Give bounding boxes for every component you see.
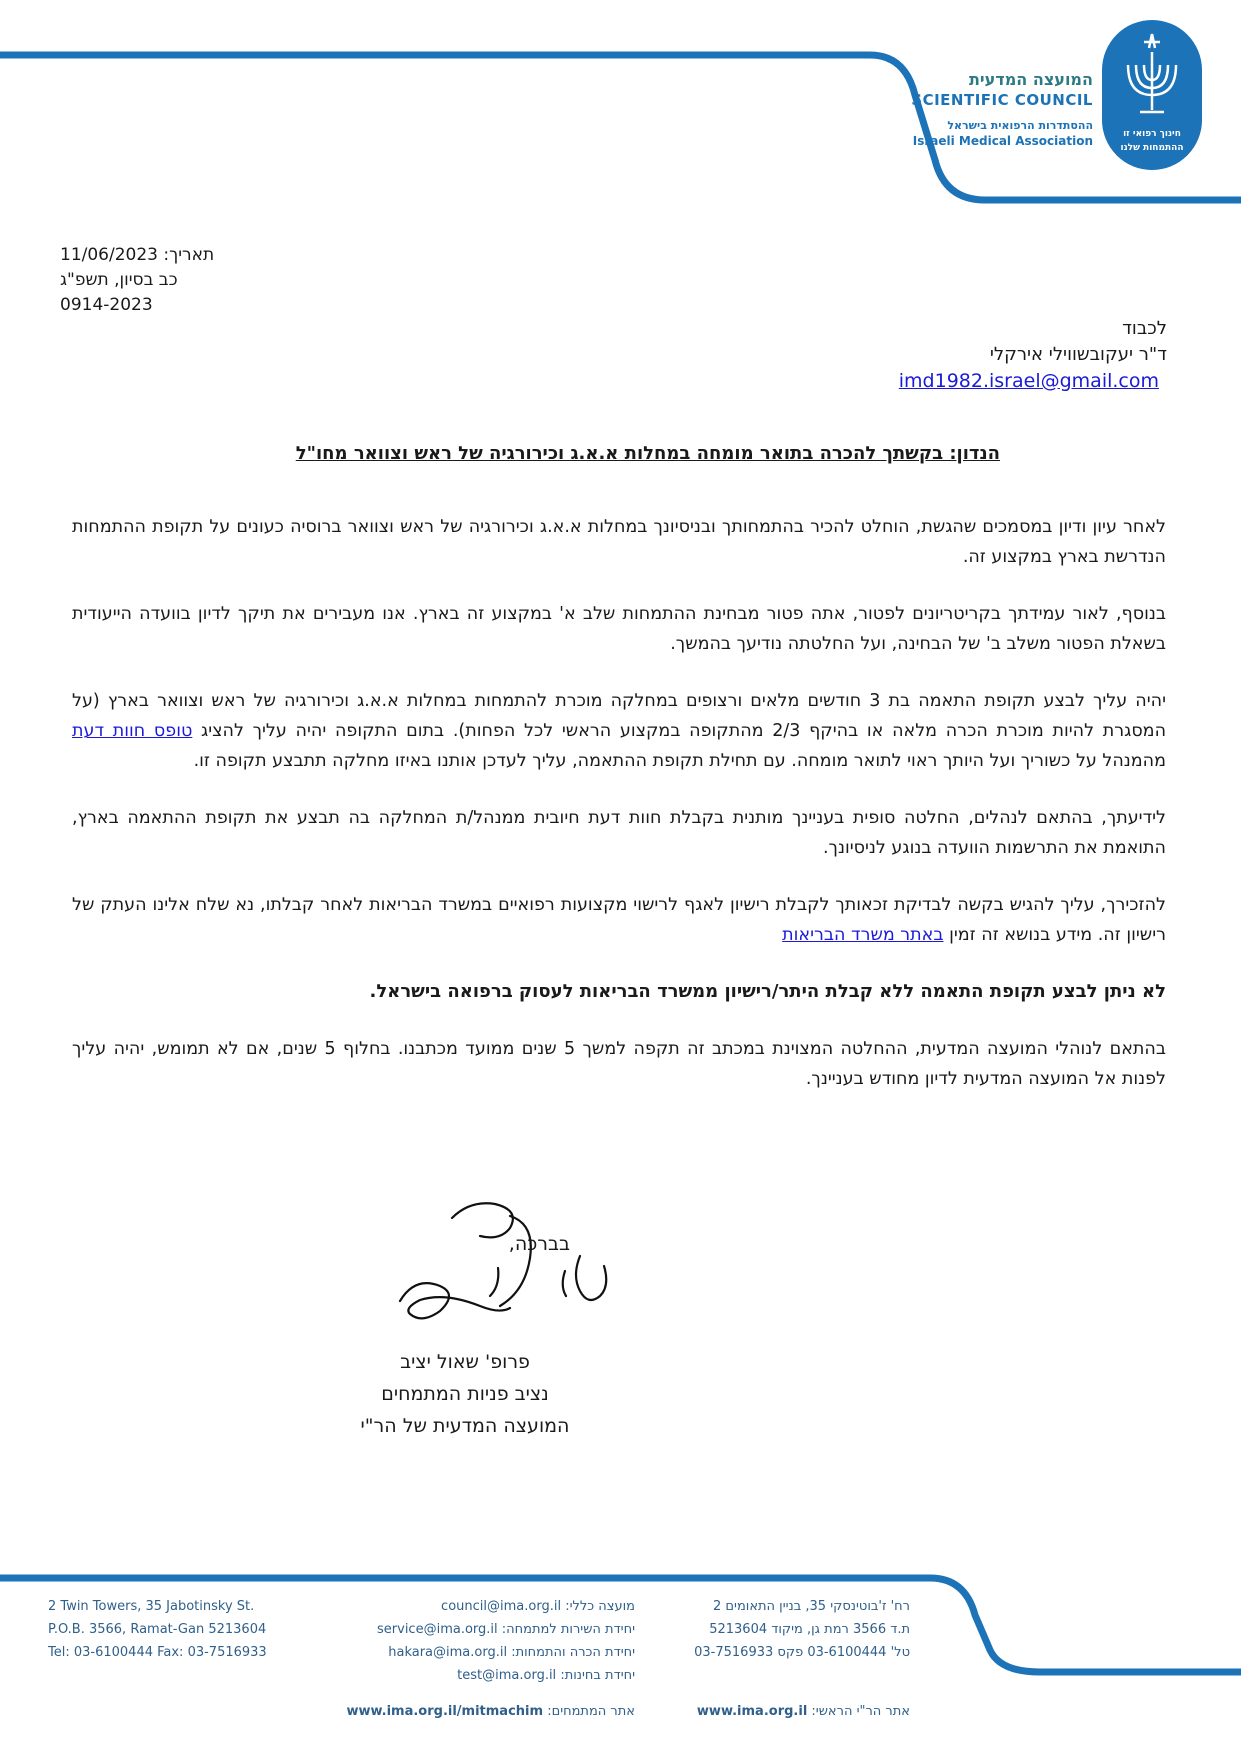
footer-main-site: אתר הר"י הראשי: www.ima.org.il xyxy=(696,1704,910,1719)
test-email-link[interactable]: test@ima.org.il xyxy=(457,1668,557,1683)
footer-address-en-line1: 2 Twin Towers, 35 Jabotinsky St. xyxy=(48,1599,255,1614)
footer-address-en xyxy=(48,1595,308,1664)
signer-title: נציב פניות המתמחים xyxy=(381,1383,549,1405)
date-gregorian: תאריך: 11/06/2023 xyxy=(60,245,215,265)
badge-line2: ההתמחות שלנו xyxy=(1120,143,1184,153)
footer-address-he xyxy=(660,1595,910,1664)
recipient-name: ד"ר יעקובשווילי אירקלי xyxy=(989,344,1167,365)
org-name-he: המועצה המדעית xyxy=(969,70,1093,89)
footer-address-en-line2: P.O.B. 3566, Ramat-Gan 5213604 xyxy=(48,1622,267,1637)
footer-interns-site: אתר המתמחים: www.ima.org.il/mitmachim xyxy=(346,1704,635,1719)
paragraph-2: בנוסף, לאור עמידתך בקריטריונים לפטור, אתה פטור מבחינת ההתמחות שלב א' במקצוע זה בארץ. אנו מעבירים את תיקך לדיון בוועדה הייעודית בשאלת הפטור משלב ב' של הבחינה, ועל החלטתה נודיעך בהמשך. xyxy=(72,604,1166,654)
opinion-form-link[interactable]: טופס חוות דעת xyxy=(72,721,193,741)
date-block xyxy=(60,243,260,318)
signer-name: פרופ' שאול יציב xyxy=(400,1351,530,1373)
paragraph-1: לאחר עיון ודיון במסמכים שהגשת, הוחלט להכיר בהתמחותך ובניסיונך במחלות א.א.ג וכירורגיה של ראש וצוואר ברוסיה כעונים על תקופת ההתמחות הנדרשת בארץ במקצוע זה. xyxy=(72,517,1166,567)
menorah-icon xyxy=(1102,20,1202,170)
paragraph-3: יהיה עליך לבצע תקופת התאמה בת 3 חודשים מלאים ורצופים במחלקה מוכרת להתמחות במחלות א.א.ג וכירורגיה של ראש וצוואר בארץ (על המסגרת להיות מוכרת הכרה מלאה או בהיקף 2/3 מהתקופה במקצוע הראשי לכל הפחות). בתום התקופה יהיה עליך להציג טופס חוות דעת מהמנהל על כשוריך ועל היותך ראוי לתואר מומחה. עם תחילת תקופת ההתאמה, עליך לעדכן אותנו באיזו מחלקה תתבצע תקופה זו. xyxy=(72,691,1167,771)
hakara-email-link[interactable]: hakara@ima.org.il xyxy=(388,1645,508,1660)
footer-contacts xyxy=(300,1595,635,1687)
footer-address-en-line3: Tel: 03-6100444 Fax: 03-7516933 xyxy=(48,1645,267,1660)
council-email-link[interactable]: council@ima.org.il xyxy=(441,1599,562,1614)
closing-text: בברכה, xyxy=(508,1233,570,1255)
org-logo-text xyxy=(793,70,1093,148)
logo-badge xyxy=(1102,20,1202,170)
footer-contact-row: יחידת הכרה והתמחות: hakara@ima.org.il xyxy=(388,1645,635,1660)
paragraph-7: בהתאם לנוהלי המועצה המדעית, ההחלטה המצוינת במכתב זה תקפה למשך 5 שנים ממועד מכתבנו. בחלוף 5 שנים, אם לא תמומש, יהיה עליך לפנות אל המועצה המדעית לדיון מחודש בעניינך. xyxy=(72,1039,1166,1089)
signer-block xyxy=(330,1346,600,1442)
footer-address-he-line2: ת.ד 3566 רמת גן, מיקוד 5213604 xyxy=(709,1622,910,1637)
footer-contact-row: יחידת בחינות: test@ima.org.il xyxy=(457,1668,635,1683)
reference-number: 0914-2023 xyxy=(60,295,153,315)
footer-contact-row: מועצה כללי: council@ima.org.il xyxy=(441,1599,635,1614)
recipient-block xyxy=(767,316,1167,395)
paragraph-4: לידיעתך, בהתאם לנהלים, החלטה סופית בעניינך מותנית בקבלת חוות דעת חיובית ממנהל/ת המחלקה בה תבצע את תקופת ההתאמה בארץ, התואמת את התרשמות הוועדה בנוגע לניסיונך. xyxy=(72,808,1166,858)
date-hebrew: כב בסיון, תשפ"ג xyxy=(60,270,178,290)
salutation: לכבוד xyxy=(1122,318,1167,339)
footer-address-he-line1: רח' ז'בוטינסקי 35, בניין התאומים 2 xyxy=(713,1599,910,1614)
service-email-link[interactable]: service@ima.org.il xyxy=(377,1622,498,1637)
footer-contact-row: יחידת השירות למתמחה: service@ima.org.il xyxy=(377,1622,635,1637)
association-en: Israeli Medical Association xyxy=(912,134,1093,148)
org-name-en: SCIENTIFIC COUNCIL xyxy=(911,91,1093,109)
recipient-email-link[interactable]: imd1982.israel@gmail.com xyxy=(898,370,1159,392)
subject-line: הנדון: בקשתך להכרה בתואר מומחה במחלות א.א.ג וכירורגיה של ראש וצוואר מחו"ל xyxy=(295,443,1000,464)
handwritten-signature xyxy=(360,1196,620,1336)
footer-address-he-line3: טל' 03-6100444 פקס 03-7516933 xyxy=(694,1645,910,1660)
association-he: ההסתדרות הרפואית בישראל xyxy=(947,119,1093,132)
signer-org: המועצה המדעית של הר"י xyxy=(360,1415,570,1437)
badge-line1: חינוך רפואי זו xyxy=(1123,129,1181,139)
paragraph-5: להזכירך, עליך להגיש בקשה לבדיקת זכאותך לקבלת רישיון לאגף לרישוי מקצועות רפואיים במשרד הבריאות לאחר קבלתו, נא שלח אלינו העתק של רישיון זה. מידע בנושא זה זמין באתר משרד הבריאות xyxy=(72,895,1166,945)
main-site-link[interactable]: www.ima.org.il xyxy=(696,1704,808,1719)
interns-site-link[interactable]: www.ima.org.il/mitmachim xyxy=(346,1704,544,1719)
health-ministry-link[interactable]: באתר משרד הבריאות xyxy=(782,925,944,945)
paragraph-6-warning: לא ניתן לבצע תקופת התאמה ללא קבלת היתר/רישיון ממשרד הבריאות לעסוק ברפואה בישראל. xyxy=(369,981,1166,1002)
letter-body xyxy=(72,512,1166,1121)
